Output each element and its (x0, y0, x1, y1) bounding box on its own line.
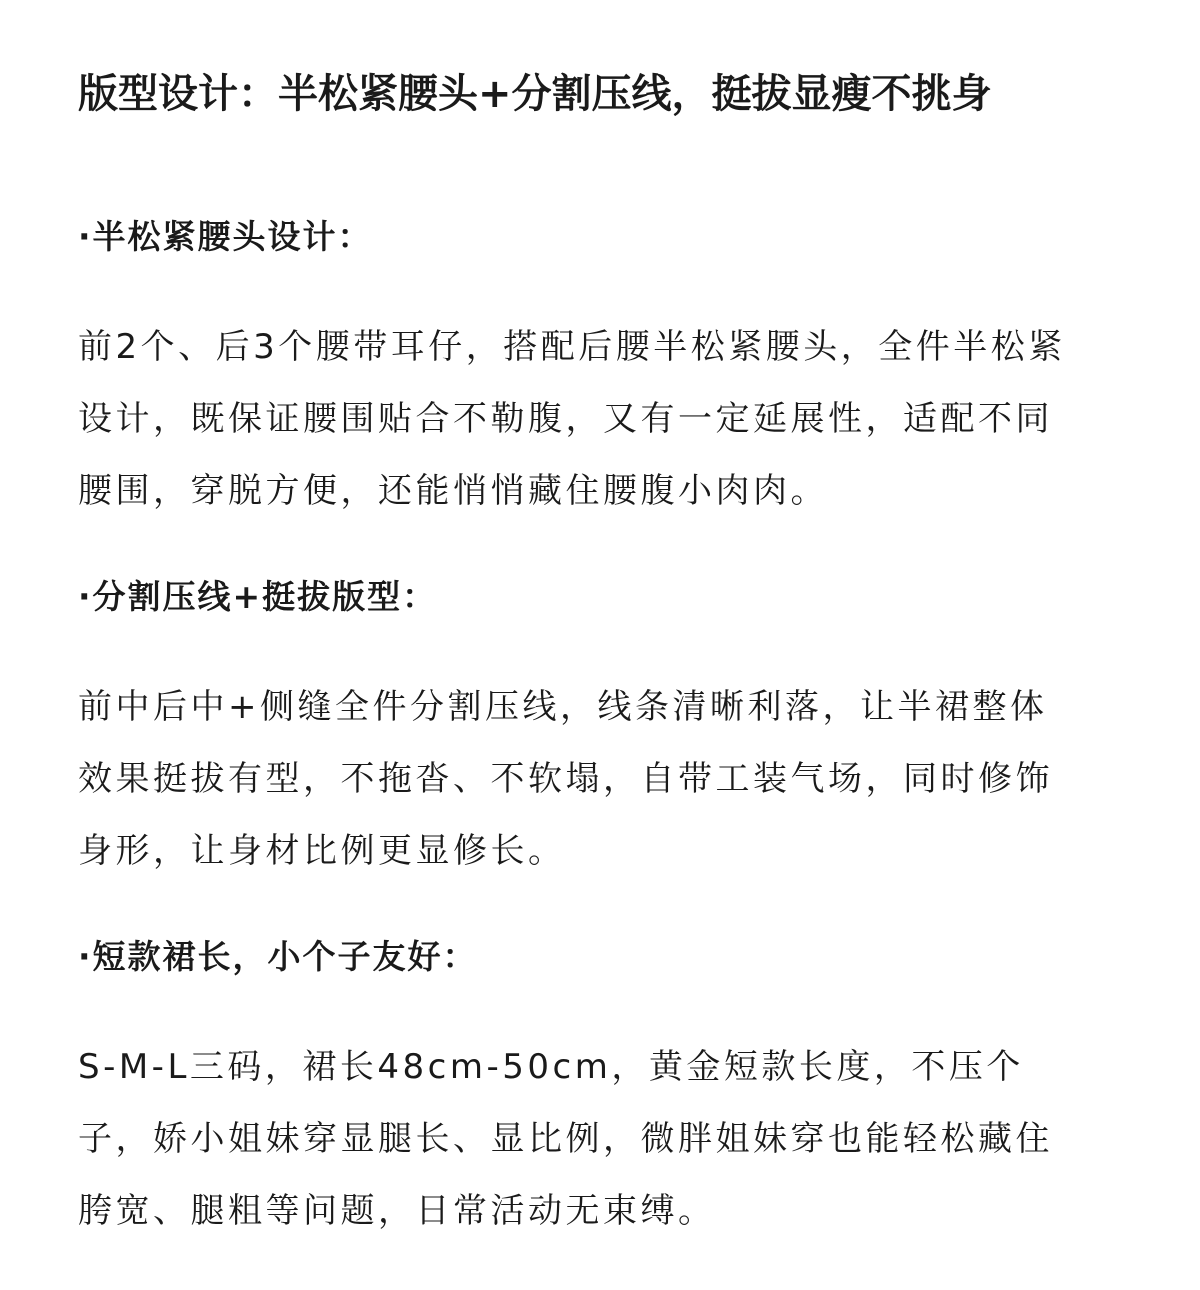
page-title: 版型设计：半松紧腰头+分割压线，挺拔显瘦不挑身 (78, 71, 992, 117)
paragraph-line: 前2个、后3个腰带耳仔，搭配后腰半松紧腰头，全件半松紧 (78, 327, 1066, 367)
paragraph-line: 身形，让身材比例更显修长。 (78, 831, 566, 871)
paragraph-line: 效果挺拔有型，不拖沓、不软塌，自带工装气场，同时修饰 (78, 759, 1053, 799)
paragraph-line: 前中后中+侧缝全件分割压线，线条清晰利落，让半裙整体 (78, 687, 1048, 727)
section-heading-seams: ·分割压线+挺拔版型： (78, 577, 438, 616)
paragraph-line: 设计，既保证腰围贴合不勒腹，又有一定延展性，适配不同 (78, 399, 1053, 439)
paragraph-line: S-M-L三码，裙长48cm-50cm，黄金短款长度，不压个 (78, 1047, 1024, 1087)
paragraph-line: 腰围，穿脱方便，还能悄悄藏住腰腹小肉肉。 (78, 471, 828, 511)
section-heading-waistband: ·半松紧腰头设计： (78, 217, 373, 256)
paragraph-line: 子，娇小姐妹穿显腿长、显比例，微胖姐妹穿也能轻松藏住 (78, 1119, 1053, 1159)
paragraph-line: 胯宽、腿粗等问题，日常活动无束缚。 (78, 1191, 716, 1231)
section-heading-length: ·短款裙长，小个子友好： (78, 937, 478, 976)
